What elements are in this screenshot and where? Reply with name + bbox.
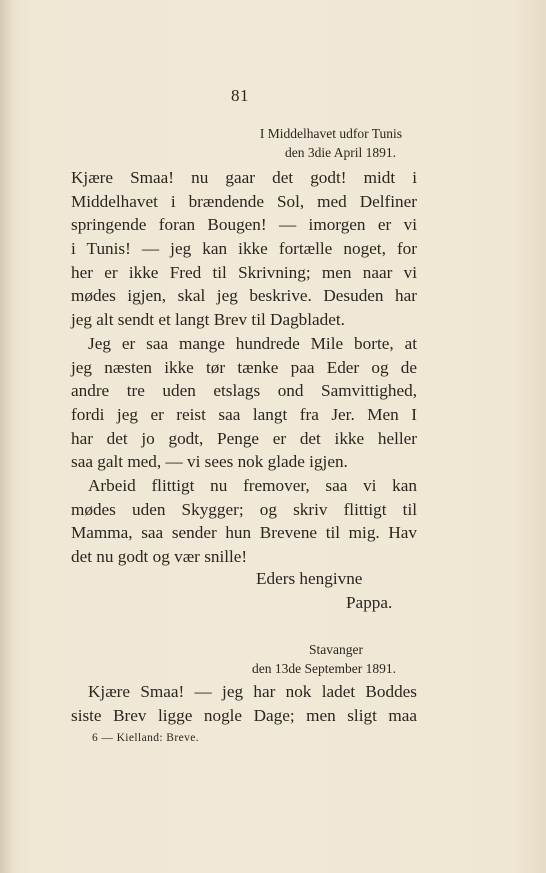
text-line: i Tunis! — jeg kan ikke fortælle noget, for xyxy=(71,239,417,259)
letter1-paragraph-1 xyxy=(71,166,417,332)
letter1-signature: Pappa. xyxy=(346,593,393,612)
text-line: jeg alt sendt et langt Brev til Dagbladet. xyxy=(71,310,345,330)
letter1-closing: Eders hengivne xyxy=(256,569,363,588)
signature-mark: 6 — Kielland: Breve. xyxy=(92,732,200,744)
text-line: her er ikke Fred til Skrivning; men naar vi xyxy=(71,262,417,282)
text-line: springende foran Bougen! — imorgen er vi xyxy=(71,215,417,235)
text-line: Arbeid flittigt nu fremover, saa vi kan xyxy=(88,476,417,495)
letter2-paragraph-1 xyxy=(71,680,417,727)
text-line: jeg næsten ikke tør tænke paa Eder og de xyxy=(71,357,417,377)
text-line: mødes igjen, skal jeg beskrive. Desuden har xyxy=(71,286,417,306)
text-line: Mamma, saa sender hun Brevene til mig. Hav xyxy=(71,523,417,543)
text-line: det nu godt og vær snille! xyxy=(71,547,248,567)
text-line: saa galt med, — vi sees nok glade igjen. xyxy=(71,452,348,472)
letter1-paragraph-2 xyxy=(71,332,417,474)
text-line: Jeg er saa mange hundrede Mile borte, at xyxy=(88,334,417,353)
letter1-paragraph-3 xyxy=(71,474,417,569)
text-line: Kjære Smaa! nu gaar det godt! midt i xyxy=(71,168,417,187)
letter1-place: I Middelhavet udfor Tunis xyxy=(259,126,402,141)
letter1-dateline xyxy=(102,124,402,162)
letter2-dateline xyxy=(102,640,402,678)
text-line: Middelhavet i brændende Sol, med Delfiner xyxy=(71,191,417,211)
text-line: fordi jeg er reist saa langt fra Jer. Men I xyxy=(71,405,417,425)
text-line: mødes uden Skygger; og skriv flittigt til xyxy=(71,499,417,519)
page-edge-shadow xyxy=(0,0,14,873)
letter1-date: den 3die April 1891. xyxy=(285,145,396,160)
text-line: siste Brev ligge nogle Dage; men sligt maa xyxy=(71,705,417,725)
page-number: 81 xyxy=(231,86,249,105)
text-line: har det jo godt, Penge er det ikke heller xyxy=(71,428,417,448)
letter2-place: Stavanger xyxy=(309,642,363,657)
letter2-date: den 13de September 1891. xyxy=(252,661,396,676)
text-line: Kjære Smaa! — jeg har nok ladet Boddes xyxy=(88,682,417,701)
text-line: andre tre uden etslags ond Samvittighed, xyxy=(71,381,417,401)
